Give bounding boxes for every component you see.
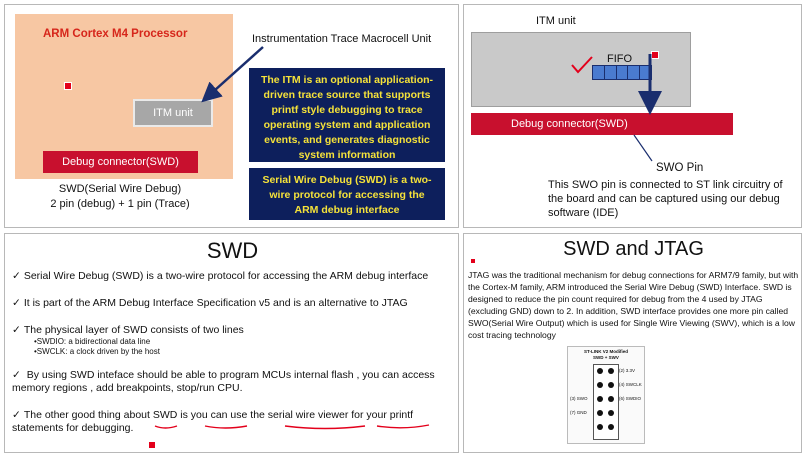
swd-description-box — [249, 168, 445, 220]
swo-description: This SWO pin is connected to ST link circuitry of the board and can be captured using our debug software (IDE) — [548, 179, 783, 219]
bullet-text: By using SWD inteface should be able to program MCUs internal flash , you can access memory regions , add breakpoints, stop/run CPU. — [12, 369, 435, 394]
panel-swd-jtag — [463, 233, 802, 453]
itm-unit-title: ITM unit — [536, 15, 576, 27]
sub-bullet-text: •SWCLK: a clock driven by the host — [34, 347, 160, 356]
pin — [597, 368, 603, 374]
check-icon: ✓ — [12, 324, 21, 336]
check-icon: ✓ — [12, 369, 21, 381]
fifo-label: FIFO — [607, 53, 633, 65]
swd-caption-line2: 2 pin (debug) + 1 pin (Trace) — [50, 198, 190, 210]
bullet-text: Serial Wire Debug (SWD) is a two-wire protocol for accessing the ARM debug interface — [23, 270, 429, 282]
st-link-connector-diagram — [567, 346, 645, 444]
itm-unit-label: ITM unit — [153, 107, 193, 119]
debug-connector-label: Debug connector(SWD) — [62, 156, 179, 168]
pin — [608, 396, 614, 402]
itm-description-text: The ITM is an optional application-driven trace source that supports printf style debugging to trace operating system and application events, and generates diagnostic system information — [260, 74, 434, 161]
swd-jtag-paragraph: JTAG was the traditional mechanism for debug connections for ARM7/9 family, but with the Cortex-M family, ARM introduced the Serial Wire Debug (SWD) Interface. SWD is designed to reduce the pin count required for debug from the 4 used by JTAG (excluding GND) down to 2. In addition, SWD interface provides one more pin called SWO(Serial Wire Output) which is used for Single Wire Viewing (SWV), which is a low cost tracing technology — [468, 270, 799, 340]
pin — [597, 424, 603, 430]
check-icon: ✓ — [12, 297, 21, 309]
pin-label-swclk: (4) SWCLK — [619, 382, 642, 387]
sub-bullet-text: •SWDIO: a bidirectional data line — [34, 337, 151, 346]
pin — [608, 382, 614, 388]
panel-itm-overview — [4, 4, 459, 228]
processor-label: ARM Cortex M4 Processor — [43, 28, 188, 40]
underline-annotations — [5, 234, 460, 454]
debug-connector-label-right: Debug connector(SWD) — [511, 118, 628, 130]
connector-header-2: SWD + SWV — [593, 355, 619, 360]
pin — [608, 424, 614, 430]
pin-label-gnd: (7) GND — [570, 410, 587, 415]
swd-title: SWD — [206, 238, 259, 263]
panel-swd — [4, 233, 459, 453]
bullet-text: It is part of the ARM Debug Interface Specification v5 and is an alternative to JTAG — [23, 297, 408, 309]
itm-description-box — [249, 68, 445, 162]
pin — [597, 396, 603, 402]
swd-caption-line1: SWD(Serial Wire Debug) — [58, 183, 182, 195]
swd-description-text: Serial Wire Debug (SWD) is a two-wire protocol for accessing the ARM debug interface — [262, 174, 432, 216]
swd-jtag-title: SWD and JTAG — [563, 238, 704, 260]
check-icon: ✓ — [12, 409, 21, 421]
pin — [597, 382, 603, 388]
panel-swo-pin — [463, 4, 802, 228]
pin-label-3v3: (2) 3.3V — [619, 368, 636, 373]
swo-pin-label: SWO Pin — [656, 162, 704, 174]
pin-label-swo: (3) SWO — [570, 396, 588, 401]
pin — [608, 410, 614, 416]
itm-callout-label: Instrumentation Trace Macrocell Unit — [252, 33, 432, 45]
pin — [608, 368, 614, 374]
pin-label-swdio: (6) SWDIO — [619, 396, 641, 401]
laser-pointer-dot — [149, 442, 155, 448]
check-icon: ✓ — [12, 270, 21, 282]
pin-header-body — [593, 364, 619, 440]
bullet-text: The physical layer of SWD consists of two lines — [23, 324, 244, 336]
bullet-text: The other good thing about SWD is you can use the serial wire viewer for your printf statements for debugging. — [12, 409, 414, 434]
pin — [597, 410, 603, 416]
connector-header-1: ST-LINK V2 Modified — [583, 349, 628, 354]
laser-pointer-dot — [471, 259, 475, 263]
